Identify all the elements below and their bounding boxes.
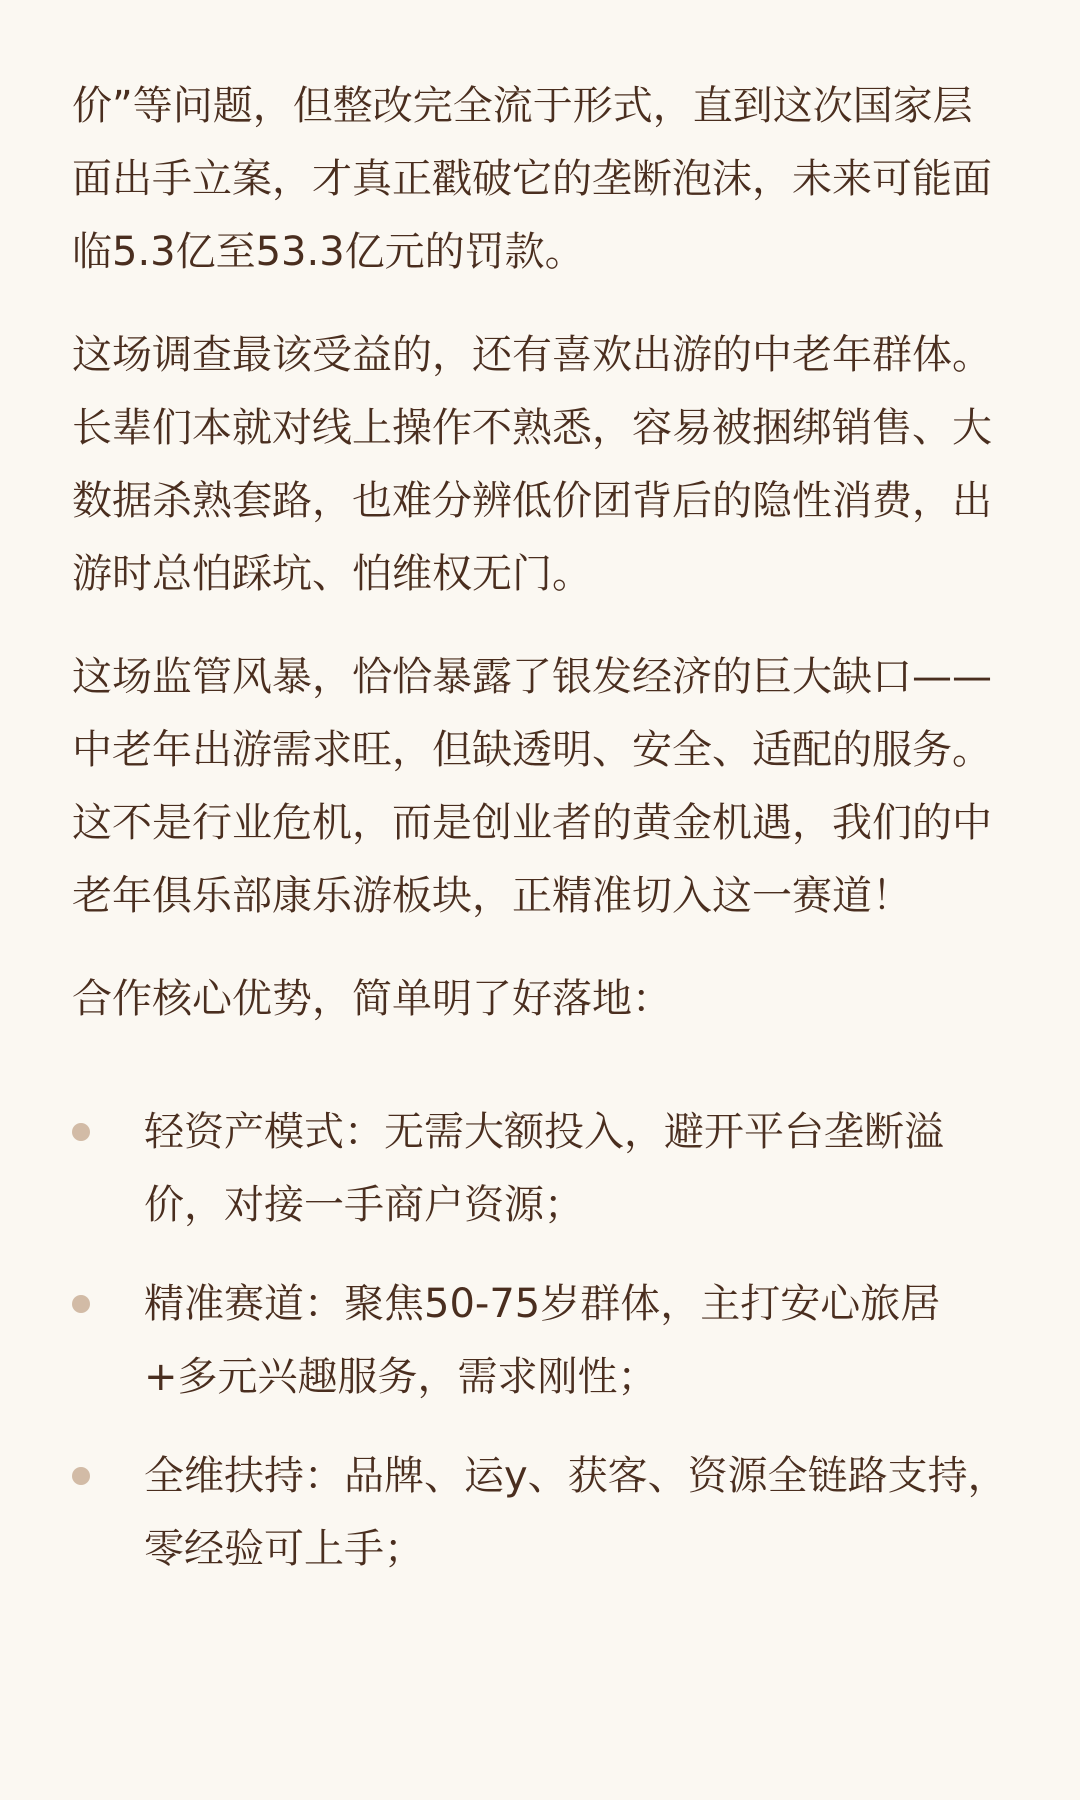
bullet-dot-icon bbox=[72, 1467, 90, 1485]
advantages-list bbox=[72, 1096, 1008, 1586]
advantages-intro: 合作核心优势，简单明了好落地： bbox=[72, 976, 672, 1022]
list-item bbox=[72, 1096, 1008, 1242]
paragraph-opportunity: 这场监管风暴，恰恰暴露了银发经济的巨大缺口——中老年出游需求旺，但缺透明、安全、适配的服务。这不是行业危机，而是创业者的黄金机遇，我们的中老年俱乐部康乐游板块，正精准切入这一赛道！ bbox=[72, 654, 992, 919]
list-item-text: 全维扶持：品牌、运y、获客、资源全链路支持，零经验可上手； bbox=[144, 1453, 1008, 1572]
paragraph-fine: 价”等问题，但整改完全流于形式，直到这次国家层面出手立案，才真正戳破它的垄断泡沫，未来可能面临5.3亿至53.3亿元的罚款。 bbox=[72, 83, 992, 275]
list-item bbox=[72, 1440, 1008, 1586]
list-item-text: 轻资产模式：无需大额投入，避开平台垄断溢价，对接一手商户资源； bbox=[144, 1109, 944, 1228]
list-item-text: 精准赛道：聚焦50-75岁群体，主打安心旅居+多元兴趣服务，需求刚性； bbox=[144, 1281, 941, 1400]
article-body bbox=[72, 70, 1008, 1612]
bullet-dot-icon bbox=[72, 1295, 90, 1313]
bullet-dot-icon bbox=[72, 1123, 90, 1141]
paragraph-elderly-travelers: 这场调查最该受益的，还有喜欢出游的中老年群体。长辈们本就对线上操作不熟悉，容易被捆绑销售、大数据杀熟套路，也难分辨低价团背后的隐性消费，出游时总怕踩坑、怕维权无门。 bbox=[72, 332, 992, 597]
list-item bbox=[72, 1268, 1008, 1414]
